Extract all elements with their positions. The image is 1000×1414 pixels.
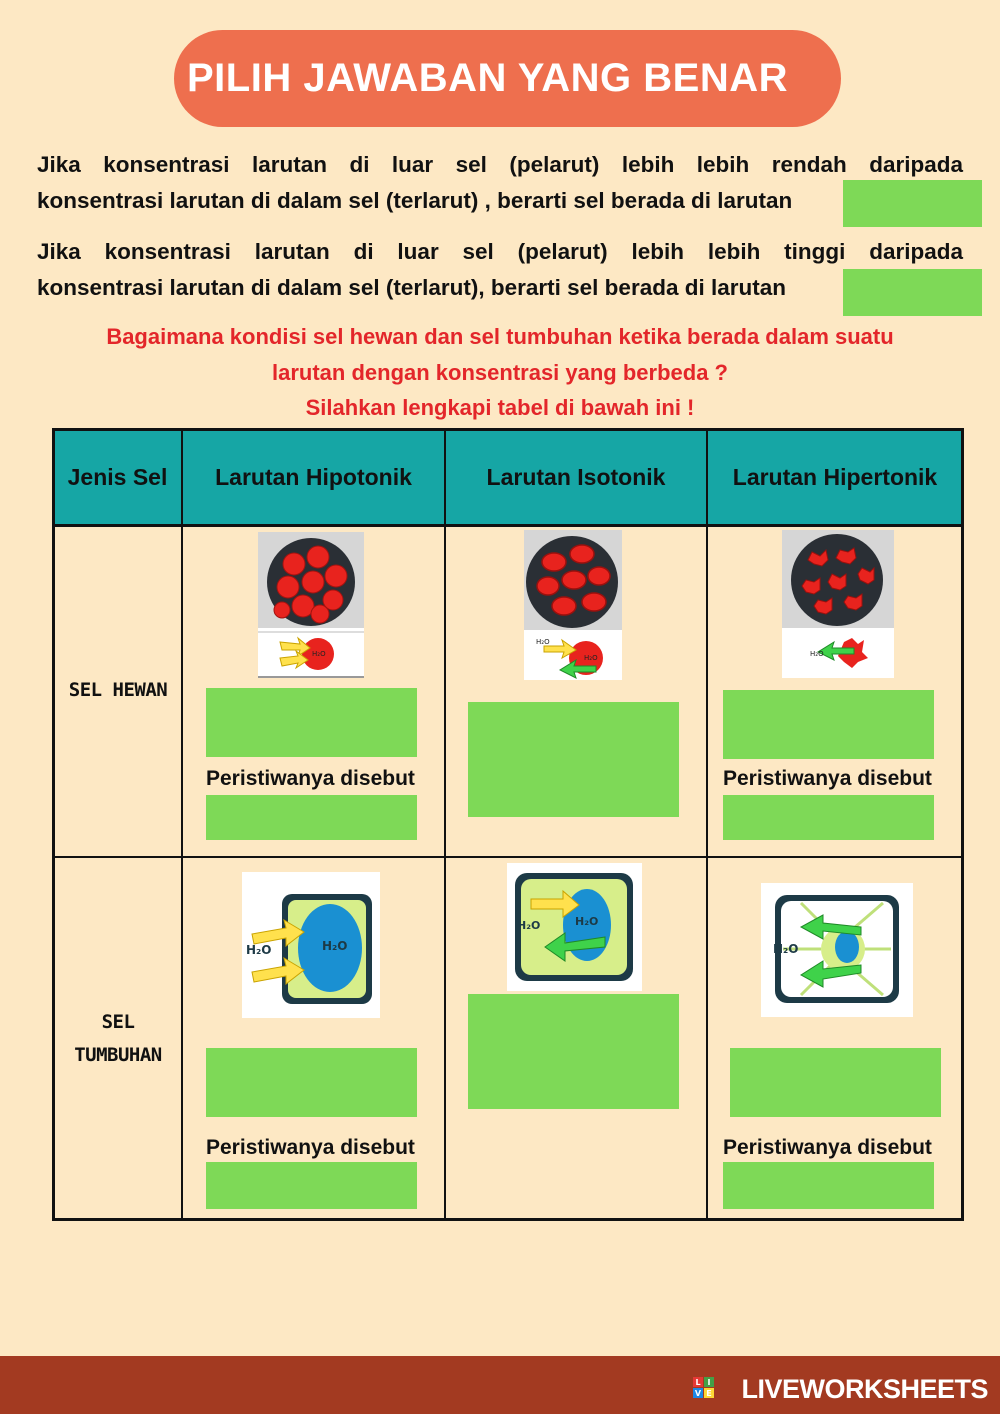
answer-box-hewan-isotonik[interactable] xyxy=(468,702,679,817)
header-hipertonik: Larutan Hipertonik xyxy=(732,464,938,490)
plant-cell-hypotonic-image xyxy=(242,872,380,1018)
question-2 xyxy=(37,234,963,306)
table-line-middle xyxy=(52,856,964,858)
table-line-header xyxy=(52,524,964,527)
prompt-line-3: Silahkan lengkapi tabel di bawah ini ! xyxy=(305,395,695,420)
answer-box-tumbuhan-hipotonik-condition[interactable] xyxy=(206,1048,417,1117)
answer-box-tumbuhan-hipertonik-condition[interactable] xyxy=(730,1048,941,1117)
page-title: PILIH JAWABAN YANG BENAR xyxy=(174,30,841,127)
header-hipotonik: Larutan Hipotonik xyxy=(215,464,412,490)
liveworksheets-logo-icon xyxy=(693,1377,714,1398)
water-label: H₂O xyxy=(584,654,598,662)
water-label: H₂O xyxy=(536,638,550,646)
table-border-right xyxy=(961,428,964,1221)
row-label-sel-hewan xyxy=(55,674,181,707)
table-line-col-1 xyxy=(181,428,183,1221)
logo-letter-l: L xyxy=(695,1378,701,1387)
row-label-sel-hewan-line: SEL HEWAN xyxy=(68,679,168,701)
question-1 xyxy=(37,147,963,219)
logo-letter-v: V xyxy=(694,1389,702,1398)
answer-box-tumbuhan-isotonik[interactable] xyxy=(468,994,679,1109)
water-label: H₂O xyxy=(322,939,348,953)
answer-box-hewan-hipotonik-condition[interactable] xyxy=(206,688,417,757)
table-line-col-2 xyxy=(444,428,446,1221)
animal-cell-hypotonic-image xyxy=(258,532,364,678)
water-label: H₂O xyxy=(810,650,824,658)
caption-tumbuhan-hipertonik: Peristiwanya disebut xyxy=(723,1136,932,1159)
liveworksheets-brand[interactable]: LIVEWORKSHEETS xyxy=(741,1374,988,1404)
caption-hewan-hipotonik: Peristiwanya disebut xyxy=(206,767,415,790)
question-1-line-2: konsentrasi larutan di dalam sel (terlarut) , berarti sel berada di larutan xyxy=(37,188,793,213)
question-2-line-1: Jika konsentrasi larutan di luar sel (pelarut) lebih lebih tinggi daripada xyxy=(37,239,963,264)
animal-cell-hypertonic-image xyxy=(782,530,894,678)
water-label: H₂O xyxy=(773,942,799,956)
table-border-bottom xyxy=(52,1218,964,1221)
caption-tumbuhan-hipotonik: Peristiwanya disebut xyxy=(206,1136,415,1159)
answer-box-question-2[interactable] xyxy=(843,269,982,316)
prompt-line-1: Bagaimana kondisi sel hewan dan sel tumbuhan ketika berada dalam suatu xyxy=(106,324,894,349)
answer-box-question-1[interactable] xyxy=(843,180,982,227)
header-isotonik: Larutan Isotonik xyxy=(486,464,666,490)
question-2-line-2: konsentrasi larutan di dalam sel (terlarut), berarti sel berada di larutan xyxy=(37,275,786,300)
logo-letter-i: I xyxy=(707,1378,711,1387)
prompt-line-2: larutan dengan konsentrasi yang berbeda ? xyxy=(272,360,728,385)
answer-box-tumbuhan-hipertonik-event[interactable] xyxy=(723,1162,934,1209)
answer-box-hewan-hipertonik-event[interactable] xyxy=(723,795,934,840)
table-line-col-3 xyxy=(706,428,708,1221)
answer-box-tumbuhan-hipotonik-event[interactable] xyxy=(206,1162,417,1209)
animal-cell-isotonic-image xyxy=(524,530,622,680)
water-label: H₂O xyxy=(312,650,326,658)
question-1-line-1: Jika konsentrasi larutan di luar sel (pelarut) lebih lebih rendah daripada xyxy=(37,152,963,177)
plant-cell-hypertonic-image xyxy=(761,883,913,1017)
table-border-top xyxy=(52,428,964,431)
row-label-sel-tumbuhan xyxy=(55,1006,181,1072)
answer-box-hewan-hipotonik-event[interactable] xyxy=(206,795,417,840)
row-label-sel-tumbuhan-line-2: TUMBUHAN xyxy=(74,1044,162,1066)
water-label: H₂O xyxy=(246,943,272,957)
water-label: H₂O xyxy=(575,915,599,928)
row-label-sel-tumbuhan-line-1: SEL xyxy=(101,1011,135,1033)
header-jenis-sel: Jenis Sel xyxy=(67,464,168,490)
caption-hewan-hipertonik: Peristiwanya disebut xyxy=(723,767,932,790)
table-border-left xyxy=(52,428,55,1221)
water-label: H₂O xyxy=(517,919,541,932)
answer-box-hewan-hipertonik-condition[interactable] xyxy=(723,690,934,759)
logo-letter-e: E xyxy=(706,1389,712,1398)
plant-cell-isotonic-image xyxy=(507,863,642,991)
